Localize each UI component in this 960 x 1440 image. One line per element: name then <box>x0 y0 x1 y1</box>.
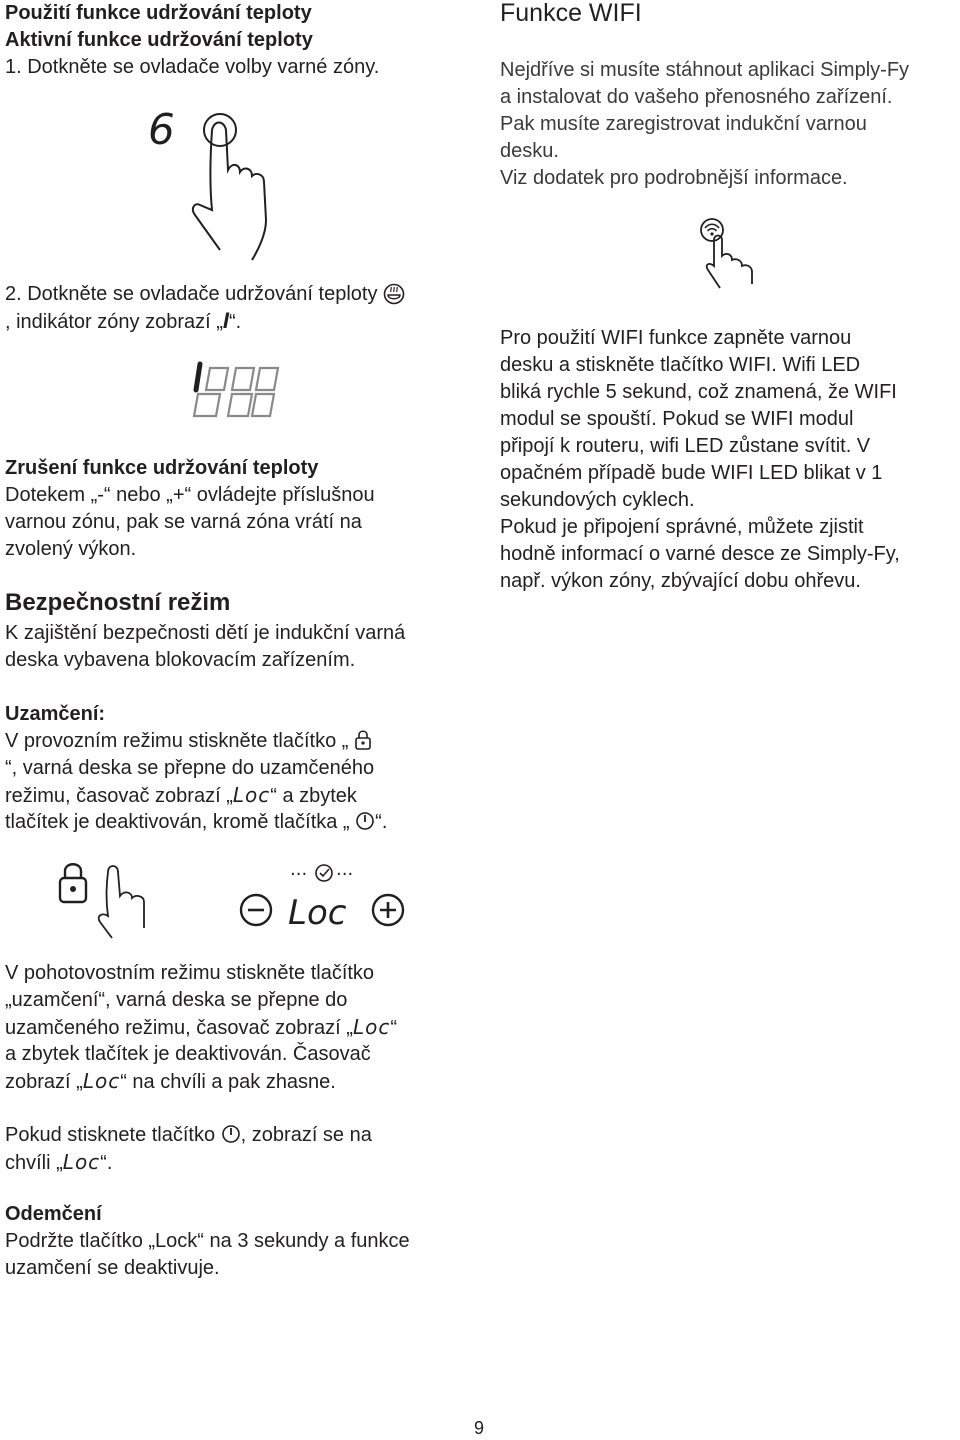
unlock-heading: Odemčení <box>5 1203 102 1225</box>
zone-digit-display: 6 <box>148 105 175 154</box>
locked-control-panel <box>236 858 416 938</box>
wifi-body-line-3: bliká rychle 5 sekund, což znamená, že WIFI <box>500 381 897 403</box>
touch-zone-illustration <box>140 100 300 260</box>
wifi-intro-line-2: a instalovat do vašeho přenosného zařízení. <box>500 86 893 108</box>
heading-keep-warm-activate: Aktivní funkce udržování teploty <box>5 29 313 51</box>
unlock-line-1: Podržte tlačítko „Lock“ na 3 sekundy a funkce <box>5 1230 410 1252</box>
lock-line-3: režimu, časovač zobrazí „Loc“ a zbytek <box>5 783 357 807</box>
step-2-text: 2. Dotkněte se ovladače udržování teploty <box>5 281 405 308</box>
standby-line-1: V pohotovostním režimu stiskněte tlačítko <box>5 962 375 984</box>
wifi-body-line-5: připojí k routeru, wifi LED zůstane svítit. V <box>500 435 871 457</box>
cancel-line-2: varnou zónu, pak se varná zóna vrátí na <box>5 511 362 533</box>
cancel-line-1: Dotekem „-“ nebo „+“ ovládejte příslušnou <box>5 484 375 506</box>
power-line-2: chvíli „Loc“. <box>5 1150 113 1174</box>
cancel-line-3: zvolený výkon. <box>5 538 137 560</box>
wifi-body-line-6: opačném případě bude WIFI LED blikat v 1 <box>500 462 883 484</box>
page-number: 9 <box>474 1418 485 1438</box>
lock-heading: Uzamčení: <box>5 703 106 725</box>
finger-icon <box>707 236 752 289</box>
wifi-intro-line-3: Pak musíte zaregistrovat indukční varnou <box>500 113 867 135</box>
power-line-1: Pokud stisknete tlačítko , zobrazí se na <box>5 1124 372 1146</box>
wifi-body-line-1: Pro použití WIFI funkce zapněte varnou <box>500 327 852 349</box>
wifi-body-line-2: desku a stiskněte tlačítko WIFI. Wifi LED <box>500 354 861 376</box>
timer-icon <box>316 865 332 881</box>
wifi-intro-line-5: Viz dodatek pro podrobnější informace. <box>500 167 848 189</box>
standby-line-2: „uzamčení“, varná deska se přepne do <box>5 989 348 1011</box>
wifi-intro-line-4: desku. <box>500 140 559 162</box>
step-2-text-cont: , indikátor zóny zobrazí „I“. <box>5 308 242 333</box>
wifi-intro-line-1: Nejdříve si musíte stáhnout aplikaci Simply-Fy <box>500 59 910 81</box>
svg-text:···: ··· <box>336 864 354 885</box>
step-1-text: 1. Dotkněte se ovladače volby varné zóny. <box>5 56 380 78</box>
finger-icon <box>99 866 144 938</box>
loc-display: Loc <box>288 893 347 933</box>
standby-line-4: a zbytek tlačítek je deaktivován. Časovač <box>5 1043 371 1065</box>
lock-icon <box>354 729 372 751</box>
loc-display-text: Loc <box>232 783 271 807</box>
power-icon <box>221 1124 241 1144</box>
wifi-body-line-9: hodně informací o varné desce ze Simply-Fy, <box>500 543 900 565</box>
safety-heading: Bezpečnostní režim <box>5 589 231 616</box>
heading-keep-warm-usage: Použití funkce udržování teploty <box>5 2 312 24</box>
wifi-heading: Funkce WIFI <box>500 0 642 27</box>
standby-line-5: zobrazí „Loc“ na chvíli a pak zhasne. <box>5 1069 336 1093</box>
cancel-heading: Zrušení funkce udržování teploty <box>5 457 319 479</box>
svg-text:···: ··· <box>290 864 308 885</box>
keep-warm-icon <box>383 283 405 305</box>
power-icon <box>355 811 375 831</box>
lock-line-4: tlačítek je deaktivován, kromě tlačítka „ “. <box>5 811 388 833</box>
wifi-body-line-10: např. výkon zóny, zbývající dobu ohřevu. <box>500 570 861 592</box>
unlock-line-2: uzamčení se deaktivuje. <box>5 1257 220 1279</box>
standby-line-3: uzamčeného režimu, časovač zobrazí „Loc“ <box>5 1015 397 1039</box>
wifi-touch-illustration <box>692 214 772 294</box>
safety-line-1: K zajištění bezpečnosti dětí je indukční varná <box>5 622 406 644</box>
lock-touch-illustration <box>50 858 160 938</box>
wifi-body-line-7: sekundových cyklech. <box>500 489 695 511</box>
zone-indicator-display <box>186 360 278 420</box>
wifi-body-line-8: Pokud je připojení správné, můžete zjistit <box>500 516 864 538</box>
wifi-button-icon <box>701 219 723 241</box>
safety-line-2: deska vybavena blokovacím zařízením. <box>5 649 356 671</box>
wifi-body-line-4: modul se spouští. Pokud se WIFI modul <box>500 408 854 430</box>
lock-line-1: V provozním režimu stiskněte tlačítko „ <box>5 728 372 755</box>
lock-line-2: “, varná deska se přepne do uzamčeného <box>5 757 375 779</box>
